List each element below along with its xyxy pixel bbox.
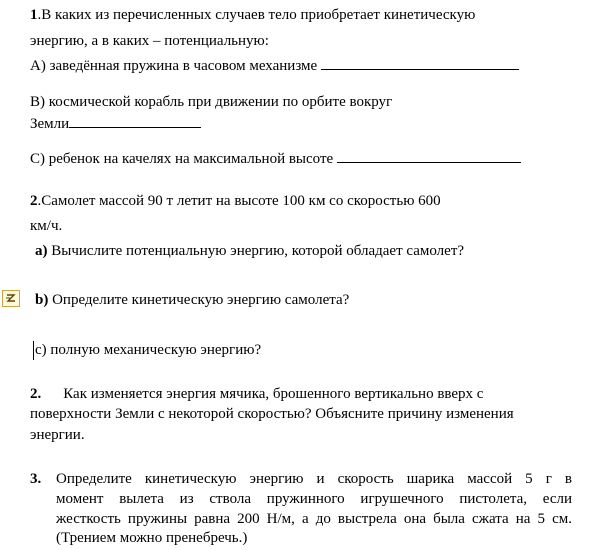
task2-part-b-text: Определите кинетическую энергию самолета? bbox=[48, 292, 350, 308]
answer-blank-c[interactable] bbox=[337, 149, 521, 163]
task4-number-label: 3. bbox=[30, 471, 42, 487]
task2-part-a bbox=[35, 242, 464, 260]
task2-text-1: .Самолет массой 90 т летит на высоте 100 км со скоростью 600 bbox=[37, 193, 441, 209]
task1-option-b-line2 bbox=[30, 114, 201, 133]
task2-part-b bbox=[35, 291, 349, 309]
task4-line2: момент вылета из ствола пружинного игрушечного пистолета, если bbox=[56, 491, 572, 507]
task3-line1 bbox=[30, 385, 483, 403]
answer-blank-b[interactable] bbox=[69, 114, 201, 128]
task1-line1 bbox=[30, 6, 475, 24]
task2-part-a-text: Вычислите потенциальную энергию, которой обладает самолет? bbox=[47, 243, 465, 259]
text-cursor bbox=[33, 341, 34, 360]
task1-text-1: .В каких из перечисленных случаев тело приобретает кинетическую bbox=[37, 7, 476, 23]
task3-number: 2. bbox=[30, 386, 42, 402]
task1-option-a bbox=[30, 56, 519, 75]
task1-number: 1 bbox=[30, 7, 38, 23]
task3-line3: энергии. bbox=[30, 427, 85, 443]
comment-glyph-icon bbox=[3, 291, 19, 306]
task2-line2: км/ч. bbox=[30, 218, 63, 234]
task4-line3: жесткость пружины равна 200 Н/м, а до выстрела она была сжата на 5 см. bbox=[56, 511, 572, 527]
answer-blank-a[interactable] bbox=[321, 56, 519, 70]
task3-line2: поверхности Земли с некоторой скоростью? Объясните причину изменения bbox=[30, 406, 514, 422]
task2-number: 2 bbox=[30, 193, 38, 209]
task2-line1 bbox=[30, 192, 441, 210]
task1-option-a-text: А) заведённая пружина в часовом механизме bbox=[30, 58, 321, 74]
task1-option-b-line1: В) космической корабль при движении по орбите вокруг bbox=[30, 94, 393, 110]
task1-option-c bbox=[30, 149, 521, 168]
comment-margin-icon[interactable] bbox=[2, 290, 20, 307]
task2-part-a-label: а) bbox=[35, 243, 48, 259]
task1-option-b-text: Земли bbox=[30, 116, 70, 132]
task2-part-b-label: b) bbox=[35, 292, 49, 308]
task1-line2: энергию, а в каких – потенциальную: bbox=[30, 33, 269, 49]
task4-number bbox=[30, 470, 41, 488]
task1-option-c-text: С) ребенок на качелях на максимальной высоте bbox=[30, 151, 337, 167]
task4-line4: (Трением можно пренебречь.) bbox=[56, 530, 248, 546]
task3-text-1: Как изменяется энергия мячика, брошенного вертикально вверх с bbox=[63, 386, 484, 402]
task4-line1: Определите кинетическую энергию и скорость шарика массой 5 г в bbox=[56, 471, 572, 487]
task2-part-c: с) полную механическую энергию? bbox=[35, 342, 262, 358]
